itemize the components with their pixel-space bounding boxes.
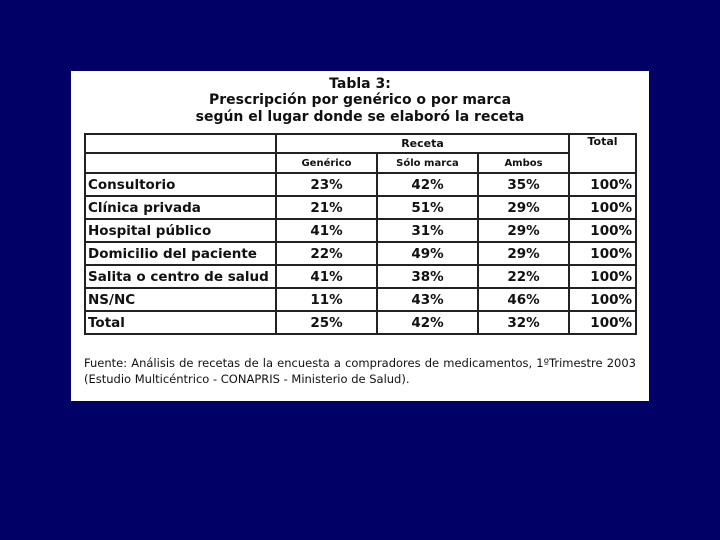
generico-column-header: Genérico [276,153,377,173]
solo-marca-column-header: Sólo marca [377,153,478,173]
generico-cell: 25% [276,311,377,334]
source-line-1: Fuente: Análisis de recetas de la encuesta a compradores de medicamentos, 1ºTrimestre 2003 [84,356,636,370]
generico-cell: 23% [276,173,377,196]
solo-marca-cell: 43% [377,288,478,311]
ambos-cell: 46% [478,288,569,311]
total-cell: 100% [569,288,636,311]
generico-cell: 21% [276,196,377,219]
ambos-cell: 22% [478,265,569,288]
table-row [85,242,636,265]
solo-marca-cell: 38% [377,265,478,288]
solo-marca-cell: 31% [377,219,478,242]
table-row [85,288,636,311]
total-cell: 100% [569,219,636,242]
generico-cell: 22% [276,242,377,265]
solo-marca-cell: 49% [377,242,478,265]
total-cell: 100% [569,173,636,196]
title-line-3: según el lugar donde se elaboró la receta [195,109,525,125]
title-line-2: Prescripción por genérico o por marca [208,92,512,108]
row-label: NS/NC [85,288,276,311]
total-cell: 100% [569,265,636,288]
source-note [84,355,636,387]
table-row [85,196,636,219]
total-cell: 100% [569,311,636,334]
ambos-cell: 29% [478,242,569,265]
header-empty-cell [85,153,276,173]
table-row [85,265,636,288]
source-line-2: (Estudio Multicéntrico - CONAPRIS - Ministerio de Salud). [84,372,410,386]
total-column-header: Total [569,134,636,173]
table-row [85,173,636,196]
row-label: Salita o centro de salud [85,265,276,288]
table-card [71,71,649,401]
row-label: Hospital público [85,219,276,242]
generico-cell: 41% [276,219,377,242]
ambos-cell: 35% [478,173,569,196]
row-label: Clínica privada [85,196,276,219]
solo-marca-cell: 42% [377,311,478,334]
total-cell: 100% [569,196,636,219]
solo-marca-cell: 51% [377,196,478,219]
ambos-cell: 29% [478,196,569,219]
row-label: Total [85,311,276,334]
total-cell: 100% [569,242,636,265]
table-row [85,219,636,242]
ambos-cell: 32% [478,311,569,334]
ambos-cell: 29% [478,219,569,242]
generico-cell: 41% [276,265,377,288]
solo-marca-cell: 42% [377,173,478,196]
prescription-table [84,133,637,335]
header-empty-cell [85,134,276,153]
title-line-1: Tabla 3: [329,76,391,92]
table-title [71,76,649,126]
row-label: Consultorio [85,173,276,196]
receta-group-header: Receta [276,134,569,153]
row-label: Domicilio del paciente [85,242,276,265]
table-row-total [85,311,636,334]
generico-cell: 11% [276,288,377,311]
ambos-column-header: Ambos [478,153,569,173]
